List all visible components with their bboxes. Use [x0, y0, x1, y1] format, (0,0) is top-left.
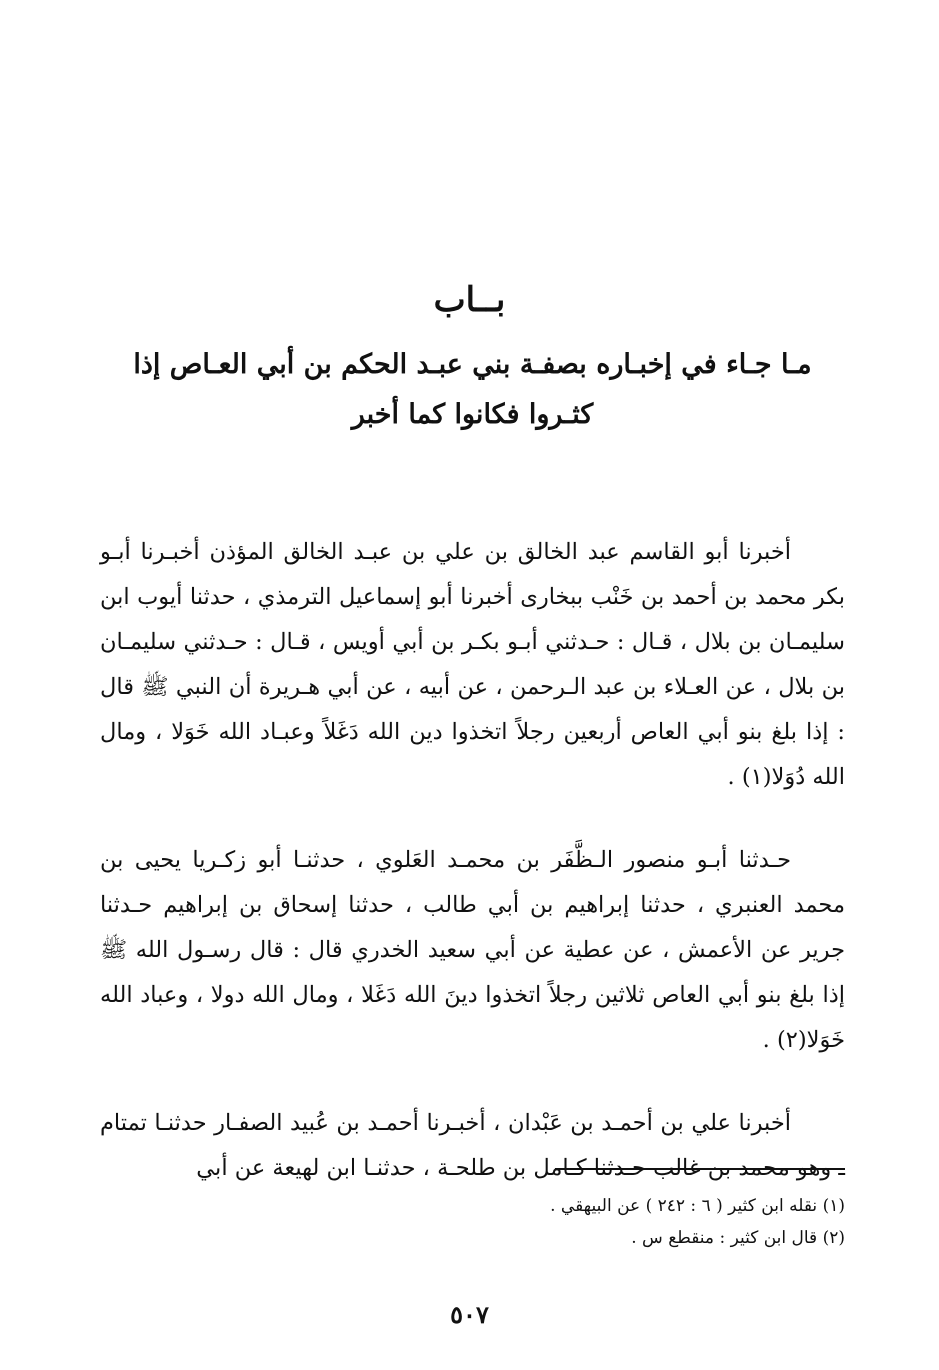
- footnote-2: (٢) قال ابن كثير : منقطع س .: [631, 1228, 845, 1248]
- paragraph-2: حـدثنا أبـو منصور الـظَّفَر بن محمـد العَلوي ، حدثنـا أبو زكـريا يحيى بن محمد العنبري ، حدثنا إبراهيم بن أبي طالب ، حدثنا إسحاق بن إبراهيم حـدثنا جرير عن الأعمش ، عن عطية عن أبي سعيد الخدري قال : قال رسـول الله ﷺ إذا بلغ بنو أبي العاص ثلاثين رجلاً اتخذوا دينَ الله دَغَلا ، ومال الله دولا ، وعباد الله خَوَلا(٢) .: [100, 847, 845, 1053]
- chapter-heading: بــاب: [433, 280, 506, 320]
- footnotes: [100, 1190, 845, 1254]
- paragraph-3: أخبرنا علي بن أحمـد بن عَبْدان ، أخبـرنا أحمـد بن عُبيد الصفـار حدثنـا تمتام ـ وهو محمد بن غالب حـدثنا كـامل بن طلحـة ، حدثنـا ابن لهيعة عن أبي: [100, 1110, 845, 1181]
- body-text: [100, 530, 845, 1229]
- paragraph-1: أخبرنا أبو القاسم عبد الخالق بن علي بن عبـد الخالق المؤذن أخبـرنا أبـو بكر محمد بن أحمد بن خَنْب ببخارى أخبرنا أبو إسماعيل الترمذي ، حدثنا أيوب ابن سليمـان بن بلال ، قـال : حـدثني أبـو بكـر بن أبي أويس ، قـال : حـدثني سليمـان بن بلال ، عن العـلاء بن عبد الـرحمن ، عن أبيه ، عن أبي هـريرة أن النبي ﷺ قال : إذا بلغ بنو أبي العاص أربعين رجلاً اتخذوا دين الله دَغَلاً وعبـاد الله خَوَلا ، ومال الله دُوَلا(١) .: [100, 539, 845, 790]
- chapter-title: مـا جـاء في إخبـاره بصفـة بني عبـد الحكم بن أبي العـاص إذا كثـروا فكانوا كما أخبر: [133, 349, 812, 430]
- page-number: ٥٠٧: [450, 1300, 489, 1329]
- footnote-divider: [555, 1168, 845, 1170]
- footnote-1: (١) نقله ابن كثير ( ٦ : ٢٤٢ ) عن البيهقي .: [550, 1196, 845, 1216]
